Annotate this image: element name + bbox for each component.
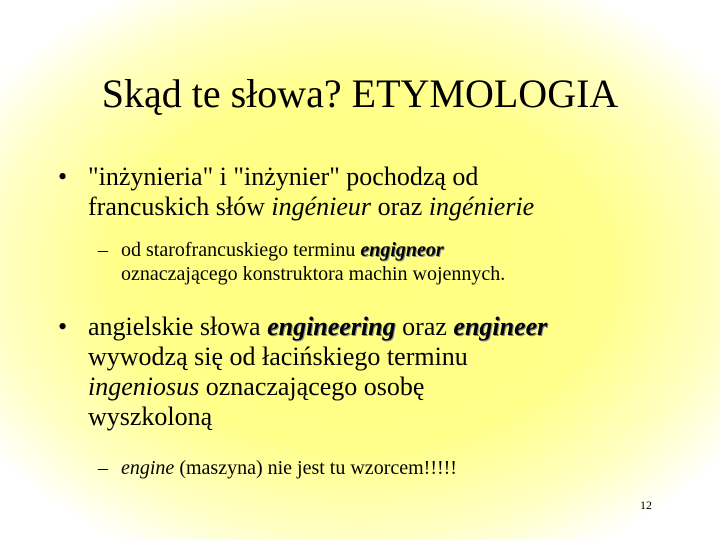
bullet-line: wywodzą się od łacińskiego terminu — [88, 342, 468, 371]
sub-bullet-line: oznaczającego konstruktora machin wojennych. — [121, 263, 506, 285]
slide-title: Skąd te słowa? ETYMOLOGIA — [101, 71, 619, 116]
bullet-marker: • — [58, 312, 68, 341]
bullet-marker: • — [58, 162, 68, 191]
sub-bullet-line: engine (maszyna) nie jest tu wzorcem!!!!! — [121, 457, 457, 479]
sub-bullet-marker: – — [98, 457, 108, 479]
bullet-line: wyszkoloną — [88, 402, 213, 431]
term-ingeniosus: ingeniosus — [88, 372, 200, 401]
bullet-line: "inżynieria" i "inżynier" pochodzą od — [88, 162, 479, 191]
sub-bullet-engine — [98, 456, 457, 480]
bullet-line: angielskie słowa engineering oraz engineer — [88, 312, 548, 341]
term-ingenieur: ingénieur — [271, 192, 372, 221]
bullet-engineering — [58, 312, 548, 432]
term-engine: engine — [121, 457, 175, 479]
term-engineering: engineering — [267, 312, 396, 341]
sub-bullet-marker: – — [98, 239, 108, 261]
term-ingenierie: ingénierie — [428, 192, 535, 221]
bullet-inzynieria — [58, 162, 535, 222]
bullet-line: francuskich słów ingénieur oraz ingénierie — [88, 192, 535, 221]
sub-bullet-line: od starofrancuskiego terminu engigneor — [121, 239, 444, 261]
bullet-line: ingeniosus oznaczającego osobę — [88, 372, 425, 401]
term-engigneor: engigneor — [360, 239, 444, 261]
sub-bullet-engigneor — [98, 238, 506, 286]
term-engineer: engineer — [453, 312, 548, 341]
page-number: 12 — [640, 498, 652, 512]
